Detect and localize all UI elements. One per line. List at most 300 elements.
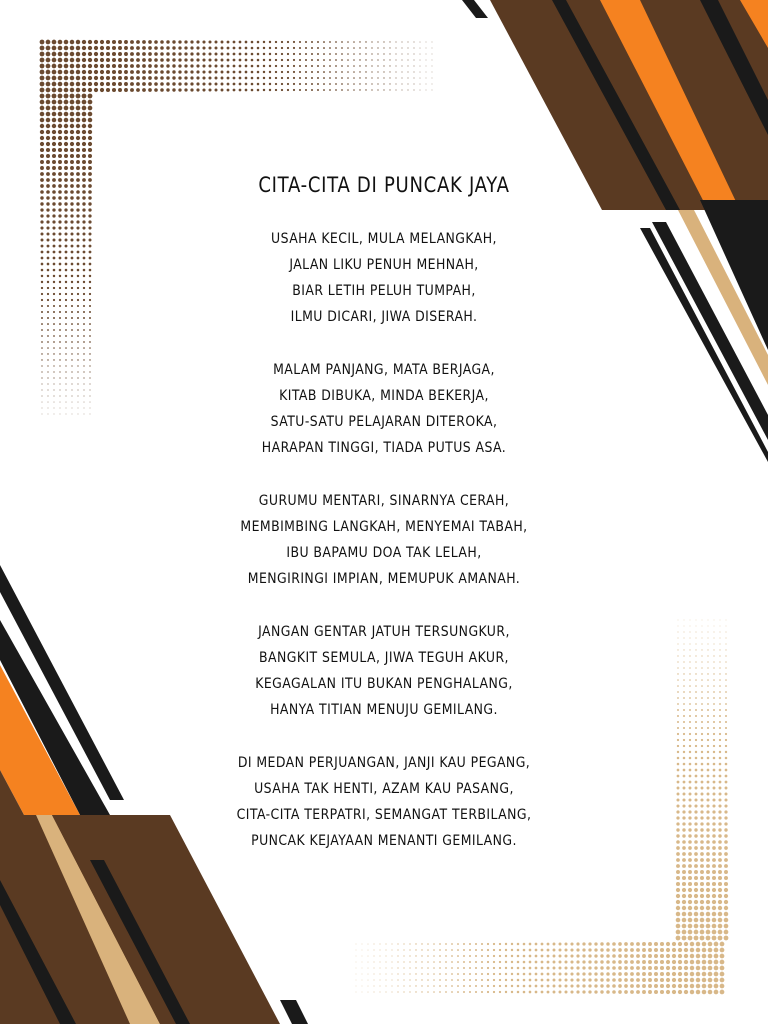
halftone-dot <box>58 82 63 87</box>
halftone-dot <box>713 709 715 711</box>
halftone-dot <box>677 691 679 693</box>
halftone-dot <box>305 47 307 49</box>
halftone-dot <box>719 679 721 681</box>
halftone-dot <box>89 371 90 372</box>
halftone-dot <box>106 46 110 50</box>
halftone-dot <box>689 643 690 644</box>
halftone-dot <box>688 906 692 910</box>
halftone-dot <box>701 709 703 711</box>
halftone-dot <box>88 58 92 62</box>
halftone-dot <box>712 912 716 916</box>
halftone-dot <box>683 709 685 711</box>
halftone-dot <box>287 53 289 55</box>
halftone-dot <box>269 65 271 67</box>
halftone-dot <box>154 82 158 86</box>
halftone-dot <box>64 190 68 194</box>
halftone-dot <box>42 396 43 397</box>
halftone-dot <box>694 840 698 844</box>
halftone-dot <box>719 781 722 784</box>
halftone-dot <box>439 991 441 993</box>
halftone-dot <box>76 76 80 80</box>
halftone-dot <box>553 943 556 946</box>
halftone-dot <box>269 59 271 61</box>
halftone-dot <box>40 118 44 122</box>
halftone-dot <box>154 76 158 80</box>
halftone-dot <box>481 979 483 981</box>
halftone-dot <box>47 353 48 354</box>
halftone-dot <box>719 775 722 778</box>
halftone-dot <box>719 733 721 735</box>
halftone-dot <box>677 751 679 753</box>
halftone-dot <box>706 846 710 850</box>
halftone-dot <box>83 263 86 266</box>
halftone-dot <box>142 64 146 68</box>
halftone-dot <box>648 966 652 970</box>
halftone-dot <box>71 257 74 260</box>
halftone-dot <box>383 65 384 66</box>
halftone-dot <box>299 83 301 85</box>
halftone-dot <box>678 638 679 639</box>
halftone-dot <box>535 949 538 952</box>
halftone-dot <box>323 77 325 79</box>
halftone-dot <box>720 632 721 633</box>
halftone-dot <box>239 41 242 44</box>
halftone-dot <box>499 985 501 987</box>
halftone-dot <box>706 882 710 886</box>
halftone-dot <box>178 70 181 73</box>
halftone-dot <box>690 632 691 633</box>
halftone-dot <box>82 220 85 223</box>
halftone-dot <box>40 232 43 235</box>
halftone-dot <box>374 992 375 993</box>
halftone-dot <box>46 196 49 199</box>
halftone-dot <box>40 172 44 176</box>
halftone-dot <box>65 347 67 349</box>
halftone-dot <box>53 239 56 242</box>
halftone-dot <box>397 961 398 962</box>
halftone-dot <box>172 40 175 43</box>
halftone-dot <box>130 82 134 86</box>
halftone-dot <box>82 160 86 164</box>
halftone-dot <box>547 979 550 982</box>
halftone-dot <box>269 77 271 79</box>
halftone-dot <box>40 76 45 81</box>
halftone-dot <box>695 757 698 760</box>
halftone-dot <box>184 40 187 43</box>
halftone-dot <box>58 76 63 81</box>
halftone-dot <box>311 47 313 49</box>
halftone-dot <box>263 47 265 49</box>
halftone-dot <box>89 317 91 319</box>
halftone-dot <box>335 83 337 85</box>
halftone-dot <box>83 365 84 366</box>
halftone-dot <box>541 991 544 994</box>
halftone-dot <box>124 64 128 68</box>
halftone-dot <box>88 106 93 111</box>
halftone-dot <box>299 77 301 79</box>
halftone-dot <box>726 626 727 627</box>
halftone-dot <box>689 727 691 729</box>
halftone-dot <box>239 47 242 50</box>
halftone-dot <box>41 329 43 331</box>
halftone-dot <box>451 991 453 993</box>
halftone-dot <box>688 894 692 898</box>
halftone-dot <box>696 978 700 982</box>
halftone-dot <box>46 154 50 158</box>
halftone-dot <box>672 954 676 958</box>
halftone-dot <box>154 46 158 50</box>
halftone-dot <box>682 840 686 844</box>
halftone-dot <box>421 949 422 950</box>
halftone-dot <box>160 70 164 74</box>
halftone-dot <box>689 661 690 662</box>
halftone-dot <box>202 70 205 73</box>
halftone-dot <box>329 47 331 49</box>
halftone-dot <box>287 65 289 67</box>
halftone-dot <box>694 894 698 898</box>
halftone-dot <box>160 40 164 44</box>
halftone-dot <box>630 966 634 970</box>
halftone-dot <box>64 130 68 134</box>
halftone-dot <box>40 40 45 45</box>
halftone-dot <box>718 804 721 807</box>
halftone-dot <box>130 64 134 68</box>
halftone-dot <box>323 89 325 91</box>
halftone-dot <box>380 944 381 945</box>
halftone-dot <box>481 955 483 957</box>
halftone-dot <box>371 59 372 60</box>
halftone-dot <box>427 961 429 963</box>
halftone-dot <box>683 673 684 674</box>
halftone-dot <box>701 667 702 668</box>
halftone-dot <box>299 65 301 67</box>
stanza <box>134 619 634 723</box>
halftone-dot <box>600 960 603 963</box>
halftone-dot <box>707 655 708 656</box>
halftone-dot <box>58 190 62 194</box>
halftone-dot <box>481 991 483 993</box>
halftone-dot <box>356 974 357 975</box>
halftone-dot <box>106 52 110 56</box>
halftone-dot <box>701 685 703 687</box>
halftone-dot <box>420 90 421 91</box>
halftone-dot <box>172 58 175 61</box>
halftone-dot <box>341 89 343 91</box>
halftone-dot <box>719 685 721 687</box>
halftone-dot <box>160 76 164 80</box>
halftone-dot <box>559 949 562 952</box>
halftone-dot <box>708 632 709 633</box>
halftone-dot <box>718 858 722 862</box>
halftone-dot <box>576 990 579 993</box>
halftone-dot <box>714 620 715 621</box>
halftone-dot <box>553 973 556 976</box>
halftone-dot <box>53 389 54 390</box>
halftone-dot <box>725 745 727 747</box>
halftone-dot <box>689 691 691 693</box>
halftone-dot <box>353 53 355 55</box>
halftone-dot <box>469 973 471 975</box>
halftone-dot <box>341 65 343 67</box>
halftone-dot <box>702 990 707 995</box>
halftone-dot <box>676 900 680 904</box>
halftone-dot <box>712 924 717 929</box>
halftone-dot <box>221 41 224 44</box>
halftone-dot <box>564 984 567 987</box>
halftone-dot <box>184 82 187 85</box>
halftone-dot <box>683 727 685 729</box>
halftone-dot <box>713 751 715 753</box>
halftone-dot <box>341 41 343 43</box>
halftone-dot <box>70 190 74 194</box>
halftone-dot <box>712 918 717 923</box>
halftone-dot <box>712 864 716 868</box>
halftone-dot <box>684 978 688 982</box>
halftone-dot <box>618 972 622 976</box>
halftone-dot <box>190 70 193 73</box>
halftone-dot <box>47 269 50 272</box>
halftone-dot <box>347 71 349 73</box>
halftone-dot <box>695 751 697 753</box>
halftone-dot <box>694 870 698 874</box>
halftone-dot <box>683 679 685 681</box>
halftone-dot <box>64 76 69 81</box>
halftone-dot <box>702 948 707 953</box>
halftone-dot <box>89 365 90 366</box>
halftone-dot <box>76 112 81 117</box>
halftone-dot <box>65 293 67 295</box>
halftone-dot <box>78 402 79 403</box>
halftone-dot <box>420 72 421 73</box>
halftone-dot <box>395 71 396 72</box>
halftone-dot <box>190 64 193 67</box>
halftone-dot <box>689 751 691 753</box>
halftone-dot <box>403 985 404 986</box>
halftone-dot <box>690 638 691 639</box>
halftone-dot <box>559 955 562 958</box>
halftone-dot <box>374 986 375 987</box>
halftone-dot <box>499 961 501 963</box>
halftone-dot <box>700 924 705 929</box>
halftone-dot <box>154 58 158 62</box>
halftone-dot <box>40 124 44 128</box>
halftone-dot <box>401 71 402 72</box>
halftone-dot <box>82 100 87 105</box>
halftone-dot <box>570 966 573 969</box>
halftone-dot <box>365 41 366 42</box>
halftone-dot <box>71 299 73 301</box>
halftone-dot <box>564 954 567 957</box>
halftone-dot <box>724 816 727 819</box>
halftone-dot <box>76 40 80 44</box>
halftone-dot <box>648 990 652 994</box>
halftone-dot <box>88 124 92 128</box>
halftone-dot <box>706 936 711 941</box>
halftone-dot <box>612 990 616 994</box>
halftone-dot <box>368 944 369 945</box>
halftone-dot <box>46 172 50 176</box>
halftone-dot <box>82 208 85 211</box>
halftone-dot <box>88 226 91 229</box>
halftone-dot <box>719 727 721 729</box>
halftone-dot <box>160 52 164 56</box>
halftone-dot <box>142 76 146 80</box>
halftone-dot <box>89 329 91 331</box>
halftone-dot <box>606 954 610 958</box>
halftone-dot <box>148 46 152 50</box>
halftone-dot <box>389 41 390 42</box>
halftone-dot <box>683 733 685 735</box>
halftone-dot <box>208 58 211 61</box>
halftone-dot <box>83 347 85 349</box>
halftone-dot <box>118 52 122 56</box>
halftone-dot <box>362 974 363 975</box>
halftone-dot <box>269 47 271 49</box>
halftone-dot <box>724 930 729 935</box>
halftone-dot <box>347 53 349 55</box>
halftone-dot <box>82 52 86 56</box>
halftone-dot <box>636 972 640 976</box>
halftone-dot <box>719 667 720 668</box>
halftone-dot <box>725 673 726 674</box>
halftone-dot <box>707 787 710 790</box>
halftone-dot <box>707 685 709 687</box>
halftone-dot <box>40 142 44 146</box>
halftone-dot <box>713 679 715 681</box>
halftone-dot <box>439 979 441 981</box>
halftone-dot <box>77 275 79 277</box>
halftone-dot <box>523 943 526 946</box>
halftone-dot <box>676 840 680 844</box>
halftone-dot <box>505 979 507 981</box>
halftone-dot <box>700 810 703 813</box>
halftone-dot <box>65 311 67 313</box>
halftone-dot <box>684 984 688 988</box>
halftone-dot <box>690 948 694 952</box>
halftone-dot <box>239 53 242 56</box>
halftone-dot <box>215 71 218 74</box>
halftone-dot <box>94 58 98 62</box>
halftone-dot <box>708 960 713 965</box>
halftone-dot <box>64 196 67 199</box>
halftone-dot <box>725 733 727 735</box>
halftone-dot <box>323 83 325 85</box>
halftone-dot <box>83 269 86 272</box>
halftone-dot <box>335 41 337 43</box>
halftone-dot <box>263 71 265 73</box>
halftone-dot <box>70 226 73 229</box>
halftone-dot <box>53 371 54 372</box>
halftone-dot <box>233 71 236 74</box>
halftone-dot <box>100 70 104 74</box>
halftone-dot <box>196 46 199 49</box>
halftone-dot <box>713 703 715 705</box>
halftone-dot <box>689 745 691 747</box>
halftone-dot <box>600 984 603 987</box>
halftone-dot <box>359 89 360 90</box>
halftone-dot <box>82 112 87 117</box>
halftone-dot <box>684 966 688 970</box>
halftone-dot <box>356 968 357 969</box>
halftone-dot <box>371 89 372 90</box>
halftone-dot <box>701 727 703 729</box>
halftone-dot <box>52 190 56 194</box>
halftone-dot <box>688 834 691 837</box>
halftone-dot <box>356 950 357 951</box>
halftone-dot <box>487 961 489 963</box>
halftone-dot <box>708 966 713 971</box>
halftone-dot <box>275 71 277 73</box>
halftone-dot <box>725 775 728 778</box>
halftone-dot <box>136 76 140 80</box>
halftone-dot <box>676 918 681 923</box>
halftone-dot <box>397 979 398 980</box>
halftone-dot <box>535 991 538 994</box>
halftone-dot <box>700 828 703 831</box>
halftone-dot <box>184 46 187 49</box>
halftone-dot <box>356 962 357 963</box>
halftone-dot <box>677 793 680 796</box>
halftone-dot <box>251 53 254 56</box>
halftone-dot <box>409 955 410 956</box>
halftone-dot <box>493 979 495 981</box>
halftone-dot <box>636 966 640 970</box>
halftone-dot <box>707 763 710 766</box>
halftone-dot <box>281 41 283 43</box>
halftone-dot <box>76 82 80 86</box>
halftone-dot <box>60 396 61 397</box>
halftone-dot <box>84 396 85 397</box>
halftone-dot <box>52 94 57 99</box>
halftone-dot <box>385 973 386 974</box>
halftone-dot <box>202 58 205 61</box>
halftone-dot <box>112 58 116 62</box>
halftone-dot <box>676 822 679 825</box>
halftone-dot <box>142 82 146 86</box>
halftone-dot <box>83 305 85 307</box>
halftone-dot <box>70 124 74 128</box>
halftone-dot <box>463 943 465 945</box>
halftone-dot <box>106 64 110 68</box>
halftone-dot <box>475 991 477 993</box>
halftone-dot <box>714 626 715 627</box>
halftone-dot <box>666 978 670 982</box>
halftone-dot <box>233 47 236 50</box>
halftone-dot <box>678 620 679 621</box>
halftone-dot <box>712 900 716 904</box>
halftone-dot <box>618 942 622 946</box>
halftone-dot <box>77 377 78 378</box>
halftone-dot <box>695 715 697 717</box>
halftone-dot <box>64 58 69 63</box>
halftone-dot <box>682 900 686 904</box>
halftone-dot <box>725 715 727 717</box>
halftone-dot <box>227 53 230 56</box>
halftone-dot <box>706 870 710 874</box>
halftone-dot <box>82 46 86 50</box>
halftone-dot <box>695 661 696 662</box>
halftone-dot <box>600 978 603 981</box>
halftone-dot <box>672 942 676 946</box>
halftone-dot <box>689 775 692 778</box>
halftone-dot <box>52 58 57 63</box>
halftone-dot <box>618 954 622 958</box>
halftone-dot <box>395 77 396 78</box>
halftone-dot <box>682 864 686 868</box>
halftone-dot <box>695 733 697 735</box>
stanza <box>134 750 634 854</box>
halftone-dot <box>59 239 62 242</box>
